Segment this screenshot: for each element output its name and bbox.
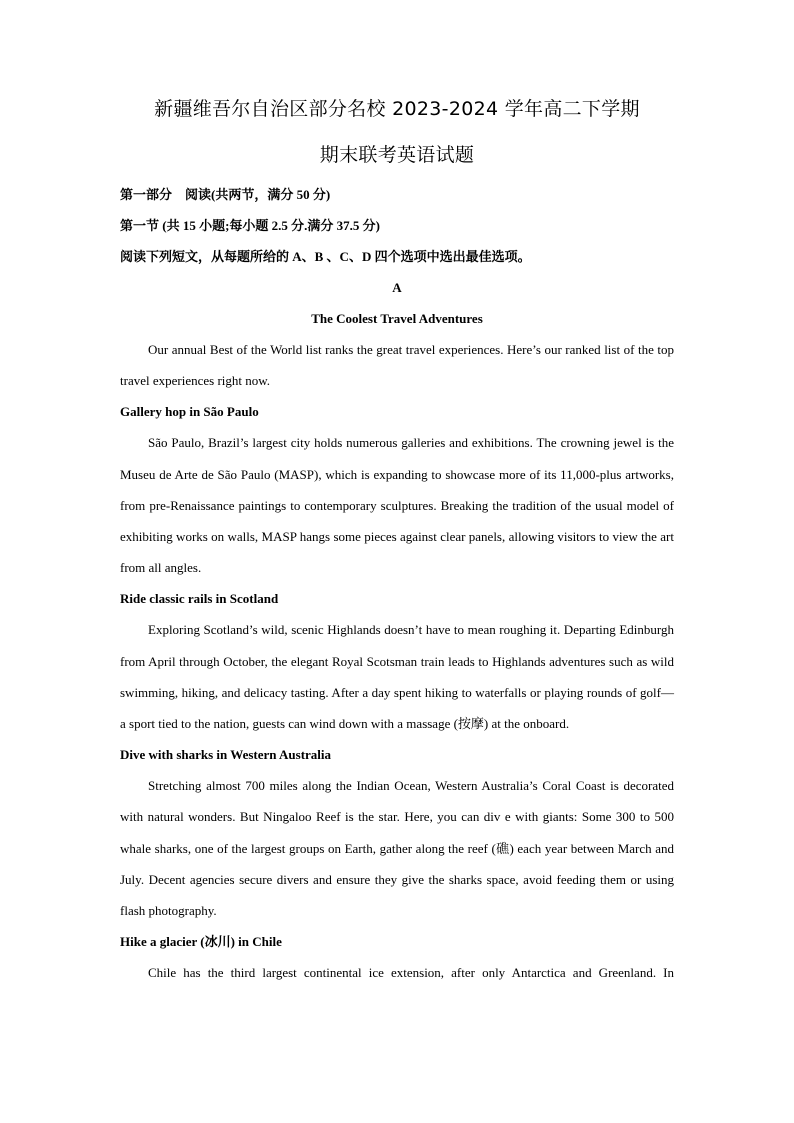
section-heading-sao-paulo: Gallery hop in São Paulo	[120, 404, 259, 420]
passage-label: A	[392, 280, 402, 295]
section-body-sao-paulo: São Paulo, Brazil’s largest city holds numerous galleries and exhibitions. The crowning jewel is the Museu de Arte de São Paulo (MASP), which is expanding to showcase more of its 11,000-plus artworks, from pre-Renaissance paintings to contemporary sculptures. Breaking the tradition of the usual model of exhibiting works on walls, MASP hangs some pieces against clear panels, allowing visitors to view the art from all angles.	[120, 435, 674, 576]
section-body-western-australia: Stretching almost 700 miles along the Indian Ocean, Western Australia’s Coral Coast is decorated with natural wonders. But Ningaloo Reef is the star. Here, you can div e with giants: Some 300 to 500 whale sharks, one of the largest groups on Earth, gather along the reef (礁) each year between March and July. Decent agencies secure divers and ensure they give the sharks space, avoid feeding them or using flash photography.	[120, 778, 674, 919]
section-heading: 第一节 (共 15 小题;每小题 2.5 分.满分 37.5 分)	[120, 218, 380, 233]
section-body-chile: Chile has the third largest continental ice extension, after only Antarctica and Greenland. In	[148, 965, 674, 981]
passage-intro: Our annual Best of the World list ranks the great travel experiences. Here’s our ranked list of the top travel experiences right now.	[120, 342, 674, 389]
directions: 阅读下列短文，从每题所给的 A、B 、C、D 四个选项中选出最佳选项。	[120, 249, 531, 264]
part-heading: 第一部分 阅读(共两节，满分 50 分)	[120, 187, 331, 202]
document-page	[120, 98, 674, 988]
document-title-line-2: 期末联考英语试题	[319, 144, 475, 166]
section-body-scotland: Exploring Scotland’s wild, scenic Highlands doesn’t have to mean roughing it. Departing Edinburgh from April through October, the elegant Royal Scotsman train leads to Highlands adventures such as wild swimming, hiking, and delicacy tasting. After a day spent hiking to waterfalls or playing rounds of golf—a sport tied to the nation, guests can wind down with a massage (按摩) at the onboard.	[120, 622, 674, 732]
section-heading-chile: Hike a glacier (冰川) in Chile	[120, 934, 282, 950]
section-heading-scotland: Ride classic rails in Scotland	[120, 591, 279, 607]
passage-title: The Coolest Travel Adventures	[311, 311, 483, 326]
section-heading-western-australia: Dive with sharks in Western Australia	[120, 747, 332, 763]
document-title-line-1: 新疆维吾尔自治区部分名校 2023-2024 学年高二下学期	[154, 98, 640, 120]
